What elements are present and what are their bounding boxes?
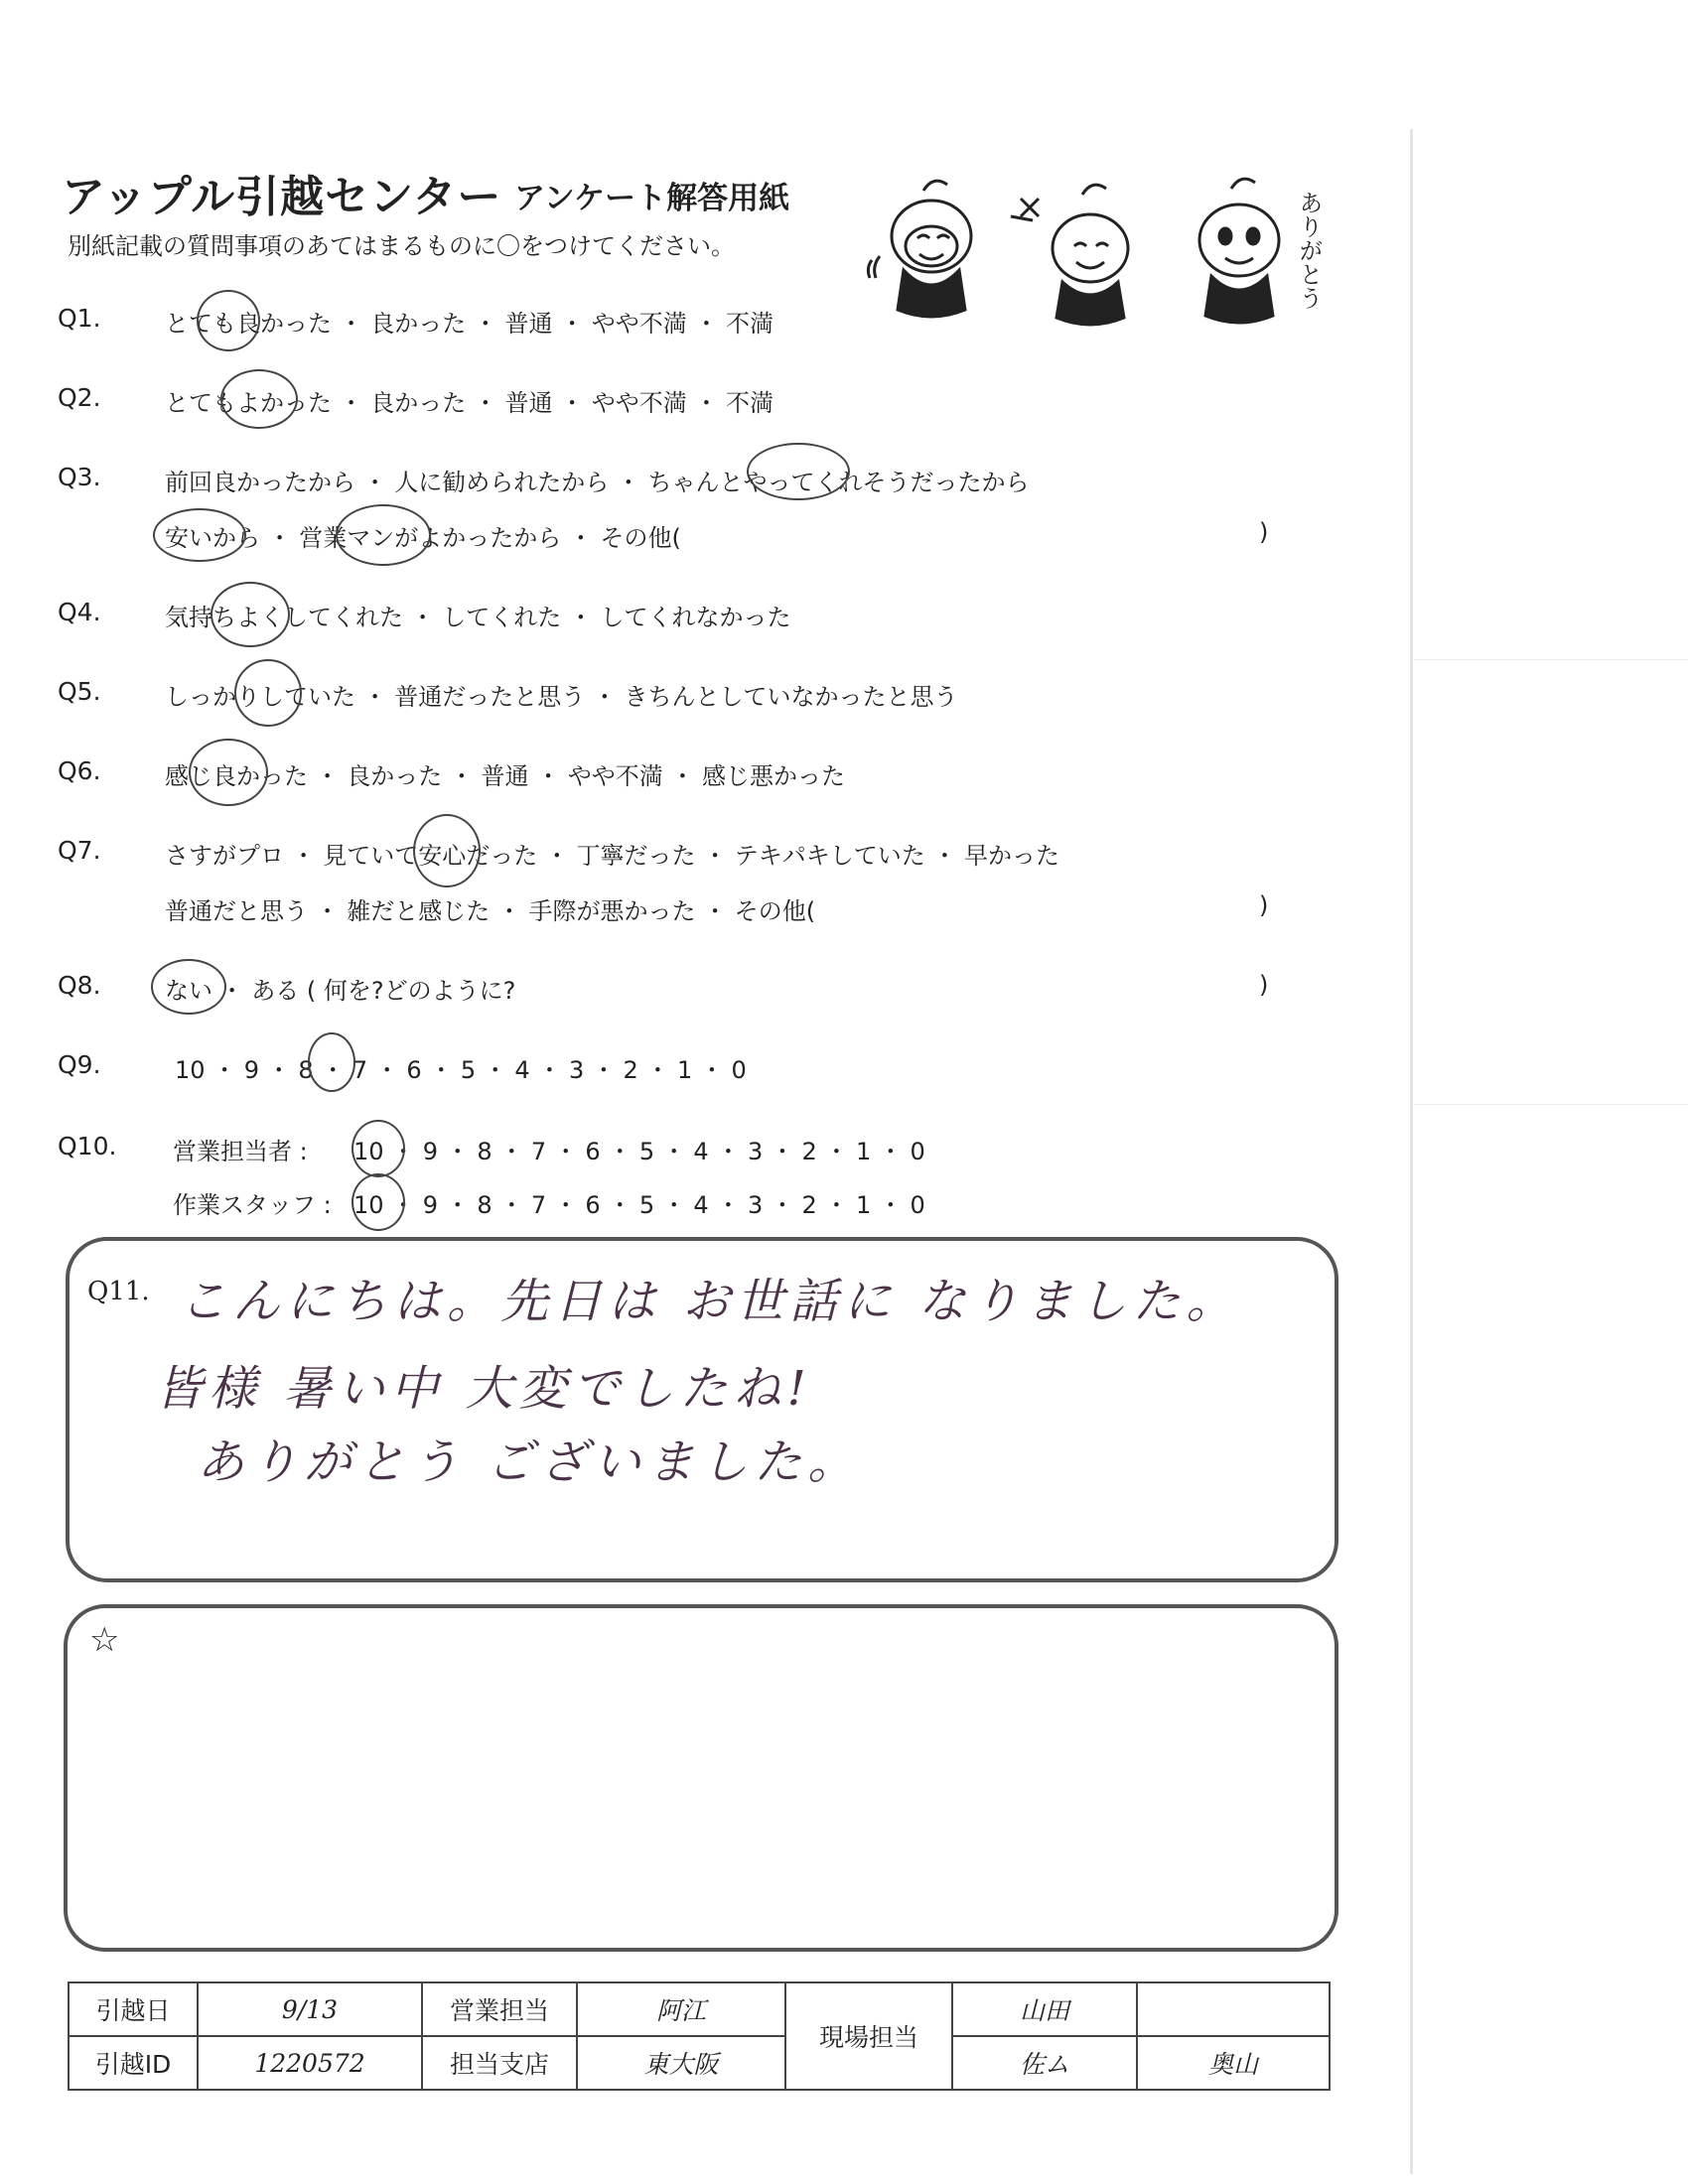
q5-label: Q5. (58, 677, 101, 706)
q9-label: Q9. (58, 1050, 101, 1079)
site-rep-3 (1137, 1982, 1330, 2036)
q4-options[interactable]: 気持ちよくしてくれた ・ してくれた ・ してくれなかった (165, 604, 791, 631)
q10-sales-rep-label: 営業担当者 : (173, 1138, 308, 1165)
branch-label: 担当支店 (422, 2036, 577, 2090)
site-rep-4: 奥山 (1137, 2036, 1330, 2090)
move-id-label: 引越ID (69, 2036, 198, 2090)
q8-label: Q8. (58, 971, 101, 1000)
scan-edge-mark (1414, 1104, 1688, 1105)
monkey-mascot-center (1011, 185, 1128, 325)
mascot-caption: ありがとう (1295, 191, 1323, 310)
q11-handwritten-line-3: ありがとう ございました。 (197, 1434, 862, 1490)
site-rep-label: 現場担当 (785, 1982, 952, 2090)
star-icon: ☆ (89, 1620, 120, 1660)
monkey-mascots-illustration (862, 171, 1329, 349)
q11-label: Q11. (87, 1277, 150, 1306)
q10-sales-rep-scale[interactable]: 10 ・ 9 ・ 8 ・ 7 ・ 6 ・ 5 ・ 4 ・ 3 ・ 2 ・ 1 ・ 0 (353, 1138, 925, 1165)
sales-rep-label: 営業担当 (422, 1982, 577, 2036)
q10-staff-scale[interactable]: 10 ・ 9 ・ 8 ・ 7 ・ 6 ・ 5 ・ 4 ・ 3 ・ 2 ・ 1 ・ 0 (353, 1191, 925, 1219)
q4-label: Q4. (58, 598, 101, 626)
sales-rep-value: 阿江 (577, 1982, 785, 2036)
q2-options[interactable]: とてもよかった ・ 良かった ・ 普通 ・ やや不満 ・ 不満 (165, 389, 774, 417)
q2-label: Q2. (58, 383, 101, 412)
q7-close-paren: ) (1259, 891, 1269, 919)
monkey-mascot-right (1199, 179, 1279, 323)
move-date-value: 9/13 (198, 1982, 422, 2036)
company-title: アップル引越センター (62, 172, 502, 222)
q1-label: Q1. (58, 304, 101, 333)
site-rep-2: 佐ム (952, 2036, 1137, 2090)
q3-close-paren: ) (1259, 518, 1269, 546)
q3-options-line1[interactable]: 前回良かったから ・ 人に勧められたから ・ ちゃんとやってくれそうだったから (165, 469, 1030, 496)
q9-score-scale[interactable]: 10 ・ 9 ・ 8 ・ 7 ・ 6 ・ 5 ・ 4 ・ 3 ・ 2 ・ 1 ・ 0 (175, 1056, 747, 1084)
site-rep-1: 山田 (952, 1982, 1137, 2036)
q11-handwritten-line-1: こんにちは。先日は お世話に なりました。 (179, 1274, 1240, 1329)
q5-options[interactable]: しっかりしていた ・ 普通だったと思う ・ きちんとしていなかったと思う (165, 683, 958, 711)
scan-edge-mark (1414, 659, 1688, 660)
form-subtitle: アンケート解答用紙 (514, 181, 790, 216)
q7-options-line2[interactable]: 普通だと思う ・ 雑だと感じた ・ 手際が悪かった ・ その他( (165, 897, 816, 925)
form-instructions: 別紙記載の質問事項のあてはまるものに〇をつけてください。 (68, 232, 735, 260)
q8-options[interactable]: ない ・ ある ( 何を?どのように? (165, 977, 516, 1005)
q3-options-line2[interactable]: 安いから ・ 営業マンがよかったから ・ その他( (165, 524, 681, 552)
q6-label: Q6. (58, 756, 101, 785)
q7-label: Q7. (58, 836, 101, 865)
move-id-value: 1220572 (198, 2036, 422, 2090)
q3-label: Q3. (58, 463, 101, 491)
q7-options-line1[interactable]: さすがプロ ・ 見ていて安心だった ・ 丁寧だった ・ テキパキしていた ・ 早かった (165, 842, 1060, 870)
monkey-mascot-left (868, 181, 971, 317)
footer-info-table (68, 1981, 1331, 2091)
q11-handwritten-line-2: 皆様 暑い中 大変でしたね! (155, 1361, 812, 1417)
q1-options[interactable]: とても良かった ・ 良かった ・ 普通 ・ やや不満 ・ 不満 (165, 310, 774, 338)
q8-close-paren: ) (1259, 971, 1269, 999)
branch-value: 東大阪 (577, 2036, 785, 2090)
move-date-label: 引越日 (69, 1982, 198, 2036)
scan-edge-line (1410, 129, 1413, 2174)
q10-staff-label: 作業スタッフ : (173, 1191, 332, 1219)
q6-options[interactable]: 感じ良かった ・ 良かった ・ 普通 ・ やや不満 ・ 感じ悪かった (165, 762, 846, 790)
staff-notes-box[interactable] (64, 1604, 1338, 1952)
q10-label: Q10. (58, 1132, 117, 1160)
